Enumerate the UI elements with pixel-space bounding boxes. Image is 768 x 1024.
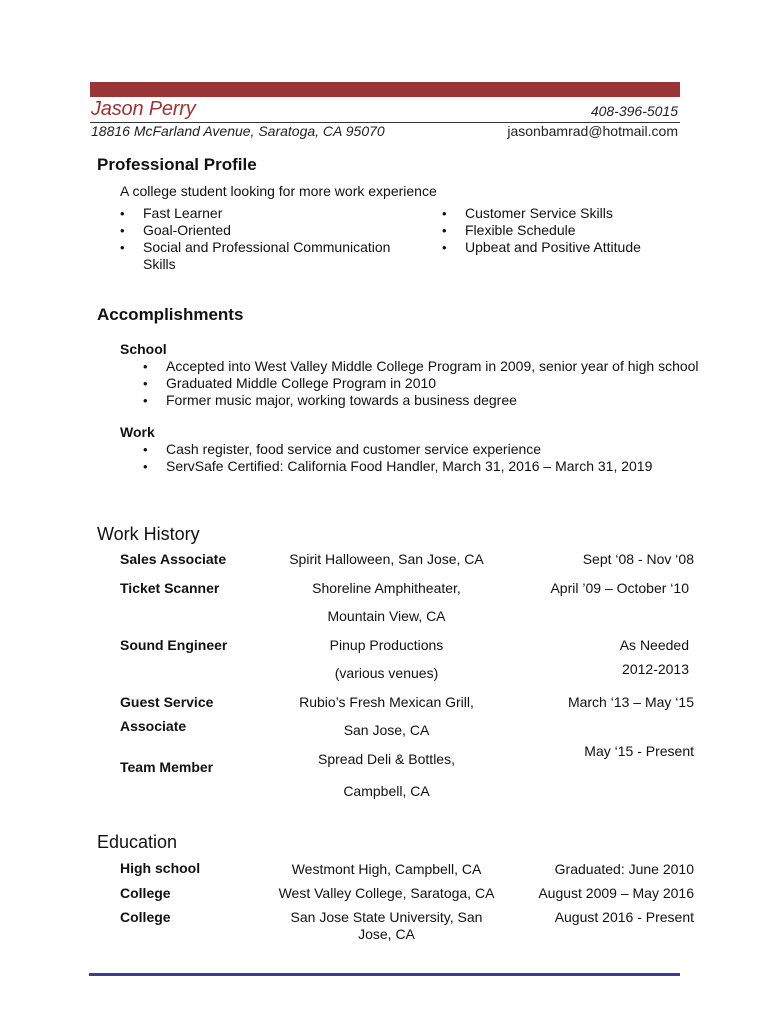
education-school: West Valley College, Saratoga, CA [278,885,495,901]
email-address: jasonbamrad@hotmail.com [507,123,678,139]
education-dates: Graduated: June 2010 [554,861,694,877]
profile-skills-right [442,205,702,256]
education-level: College [120,909,171,925]
list-item: • Fast Learner [120,205,400,222]
profile-summary: A college student looking for more work experience [120,183,437,199]
section-title-profile: Professional Profile [97,155,257,174]
list-item: • Cash register, food service and customer service experience [143,441,723,458]
section-title-work-history: Work History [97,524,200,544]
education-level: College [120,885,171,901]
list-item: • Graduated Middle College Program in 2010 [143,375,723,392]
education-level: High school [120,860,201,876]
footer-divider [89,973,680,976]
education-school: Westmont High, Campbell, CA [291,861,482,877]
education-dates: August 2016 - Present [554,909,694,925]
list-item: • Accepted into West Valley Middle College Program in 2009, senior year of high school [143,358,723,375]
job-employer: Rubio’s Fresh Mexican Grill, [299,694,474,710]
job-location: Mountain View, CA [327,608,446,624]
header-accent-bar [90,82,680,97]
school-subheading: School [120,341,167,357]
job-employer: Spread Deli & Bottles, [318,751,455,767]
job-employer: Pinup Productions [329,637,444,653]
job-location: Campbell, CA [343,783,430,799]
job-location: San Jose, CA [343,722,430,738]
list-item: • Flexible Schedule [442,222,702,239]
job-title: Team Member [120,759,214,775]
work-subheading: Work [120,424,155,440]
education-school: San Jose State University, San Jose, CA [290,909,483,942]
job-title-continued: Associate [120,718,187,734]
job-dates-continued: 2012-2013 [622,661,689,677]
job-dates: Sept ‘08 - Nov ‘08 [582,551,694,567]
phone-number: 408-396-5015 [590,103,678,119]
candidate-name: Jason Perry [91,98,196,120]
job-title: Sales Associate [120,551,227,567]
job-title: Sound Engineer [120,637,228,653]
list-item: • ServSafe Certified: California Food Handler, March 31, 2016 – March 31, 2019 [143,458,723,475]
job-title: Ticket Scanner [120,580,220,596]
list-item: • Goal-Oriented [120,222,400,239]
work-accomplishments [143,441,723,475]
profile-skills-left [120,205,400,273]
job-employer: Shoreline Amphitheater, [312,580,461,596]
list-item: • Former music major, working towards a business degree [143,392,723,409]
school-accomplishments [143,358,723,409]
education-dates: August 2009 – May 2016 [538,885,694,901]
list-item: • Social and Professional Communication Skills [120,239,400,273]
list-item: • Customer Service Skills [442,205,702,222]
job-dates: April ’09 – October ‘10 [550,580,689,596]
address: 18816 McFarland Avenue, Saratoga, CA 95070 [91,123,385,139]
job-title: Guest Service [120,694,214,710]
job-location: (various venues) [334,665,439,681]
job-dates: March ‘13 – May ‘15 [567,694,694,710]
section-title-education: Education [97,832,178,852]
section-title-accomplishments: Accomplishments [97,305,244,324]
job-employer: Spirit Halloween, San Jose, CA [289,551,484,567]
job-dates: As Needed [619,637,689,653]
job-dates: May ‘15 - Present [584,743,694,759]
list-item: • Upbeat and Positive Attitude [442,239,702,256]
